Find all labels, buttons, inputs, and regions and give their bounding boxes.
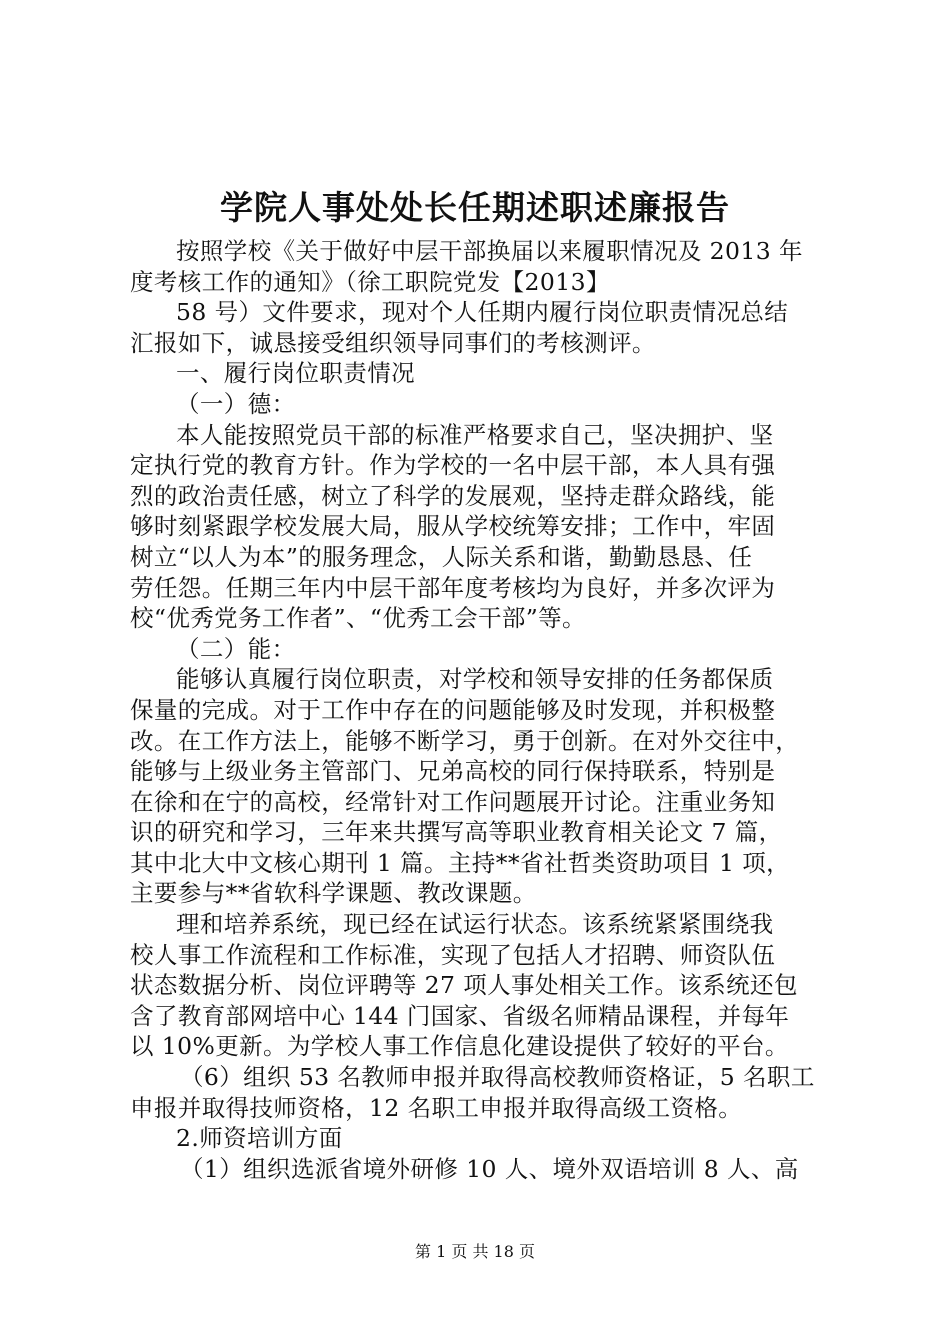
paragraph-line: （1）组织选派省境外研修 10 人、境外双语培训 8 人、高 <box>180 1154 799 1183</box>
paragraph-line: 理和培养系统，现已经在试运行状态。该系统紧紧围绕我 <box>176 910 774 939</box>
page-footer: 第 1 页 共 18 页 <box>415 1242 535 1261</box>
paragraph-line: 能够与上级业务主管部门、兄弟高校的同行保持联系，特别是 <box>130 757 776 786</box>
subsection-heading: 2.师资培训方面 <box>176 1124 343 1153</box>
paragraph-line: 在徐和在宁的高校，经常针对工作问题展开讨论。注重业务知 <box>130 787 776 816</box>
paragraph-line: 保量的完成。对于工作中存在的问题能够及时发现，并积极整 <box>130 695 776 724</box>
paragraph-line: 够时刻紧跟学校发展大局，服从学校统筹安排；工作中，牢固 <box>130 512 776 541</box>
paragraph-line: 本人能按照党员干部的标准严格要求自己，坚决拥护、坚 <box>176 420 774 449</box>
paragraph-line: 含了教育部网培中心 144 门国家、省级名师精品课程，并每年 <box>130 1001 790 1030</box>
paragraph-line: 校“优秀党务工作者”、“优秀工会干部”等。 <box>130 604 586 633</box>
paragraph-line: 申报并取得技师资格，12 名职工申报并取得高级工资格。 <box>130 1093 743 1122</box>
paragraph-line: 主要参与**省软科学课题、教改课题。 <box>130 879 537 908</box>
section-heading: 一、履行岗位职责情况 <box>176 359 415 388</box>
paragraph-line: 能够认真履行岗位职责，对学校和领导安排的任务都保质 <box>176 665 774 694</box>
paragraph-line: 以 10%更新。为学校人事工作信息化建设提供了较好的平台。 <box>130 1032 789 1061</box>
paragraph-line: 汇报如下，诚恳接受组织领导同事们的考核测评。 <box>130 328 656 357</box>
subsection-heading: （二）能： <box>176 634 296 663</box>
paragraph-line: 定执行党的教育方针。作为学校的一名中层干部，本人具有强 <box>130 451 776 480</box>
paragraph-line: 其中北大中文核心期刊 1 篇。主持**省社哲类资助项目 1 项， <box>130 848 791 877</box>
paragraph-line: 校人事工作流程和工作标准，实现了包括人才招聘、师资队伍 <box>130 940 776 969</box>
paragraph-line: 树立“以人为本”的服务理念，人际关系和谐，勤勤恳恳、任 <box>130 542 753 571</box>
subsection-heading: （一）德： <box>176 389 296 418</box>
document-body <box>130 236 830 1184</box>
paragraph-line: 烈的政治责任感，树立了科学的发展观，坚持走群众路线，能 <box>130 481 776 510</box>
paragraph-line: 状态数据分析、岗位评聘等 27 项人事处相关工作。该系统还包 <box>130 971 798 1000</box>
paragraph-line: 改。在工作方法上，能够不断学习，勇于创新。在对外交往中， <box>130 726 800 755</box>
document-title: 学院人事处处长任期述职述廉报告 <box>220 188 730 227</box>
paragraph-line: 劳任怨。任期三年内中层干部年度考核均为良好，并多次评为 <box>130 573 776 602</box>
paragraph-line: 按照学校《关于做好中层干部换届以来履职情况及 2013 年 <box>176 237 803 265</box>
paragraph-line: 度考核工作的通知》（徐工职院党发【2013】 <box>130 267 610 296</box>
paragraph-line: （6）组织 53 名教师申报并取得高校教师资格证，5 名职工 <box>180 1063 815 1092</box>
paragraph-line: 识的研究和学习，三年来共撰写高等职业教育相关论文 7 篇， <box>130 818 783 847</box>
paragraph-line: 58 号）文件要求，现对个人任期内履行岗位职责情况总结 <box>176 298 789 327</box>
